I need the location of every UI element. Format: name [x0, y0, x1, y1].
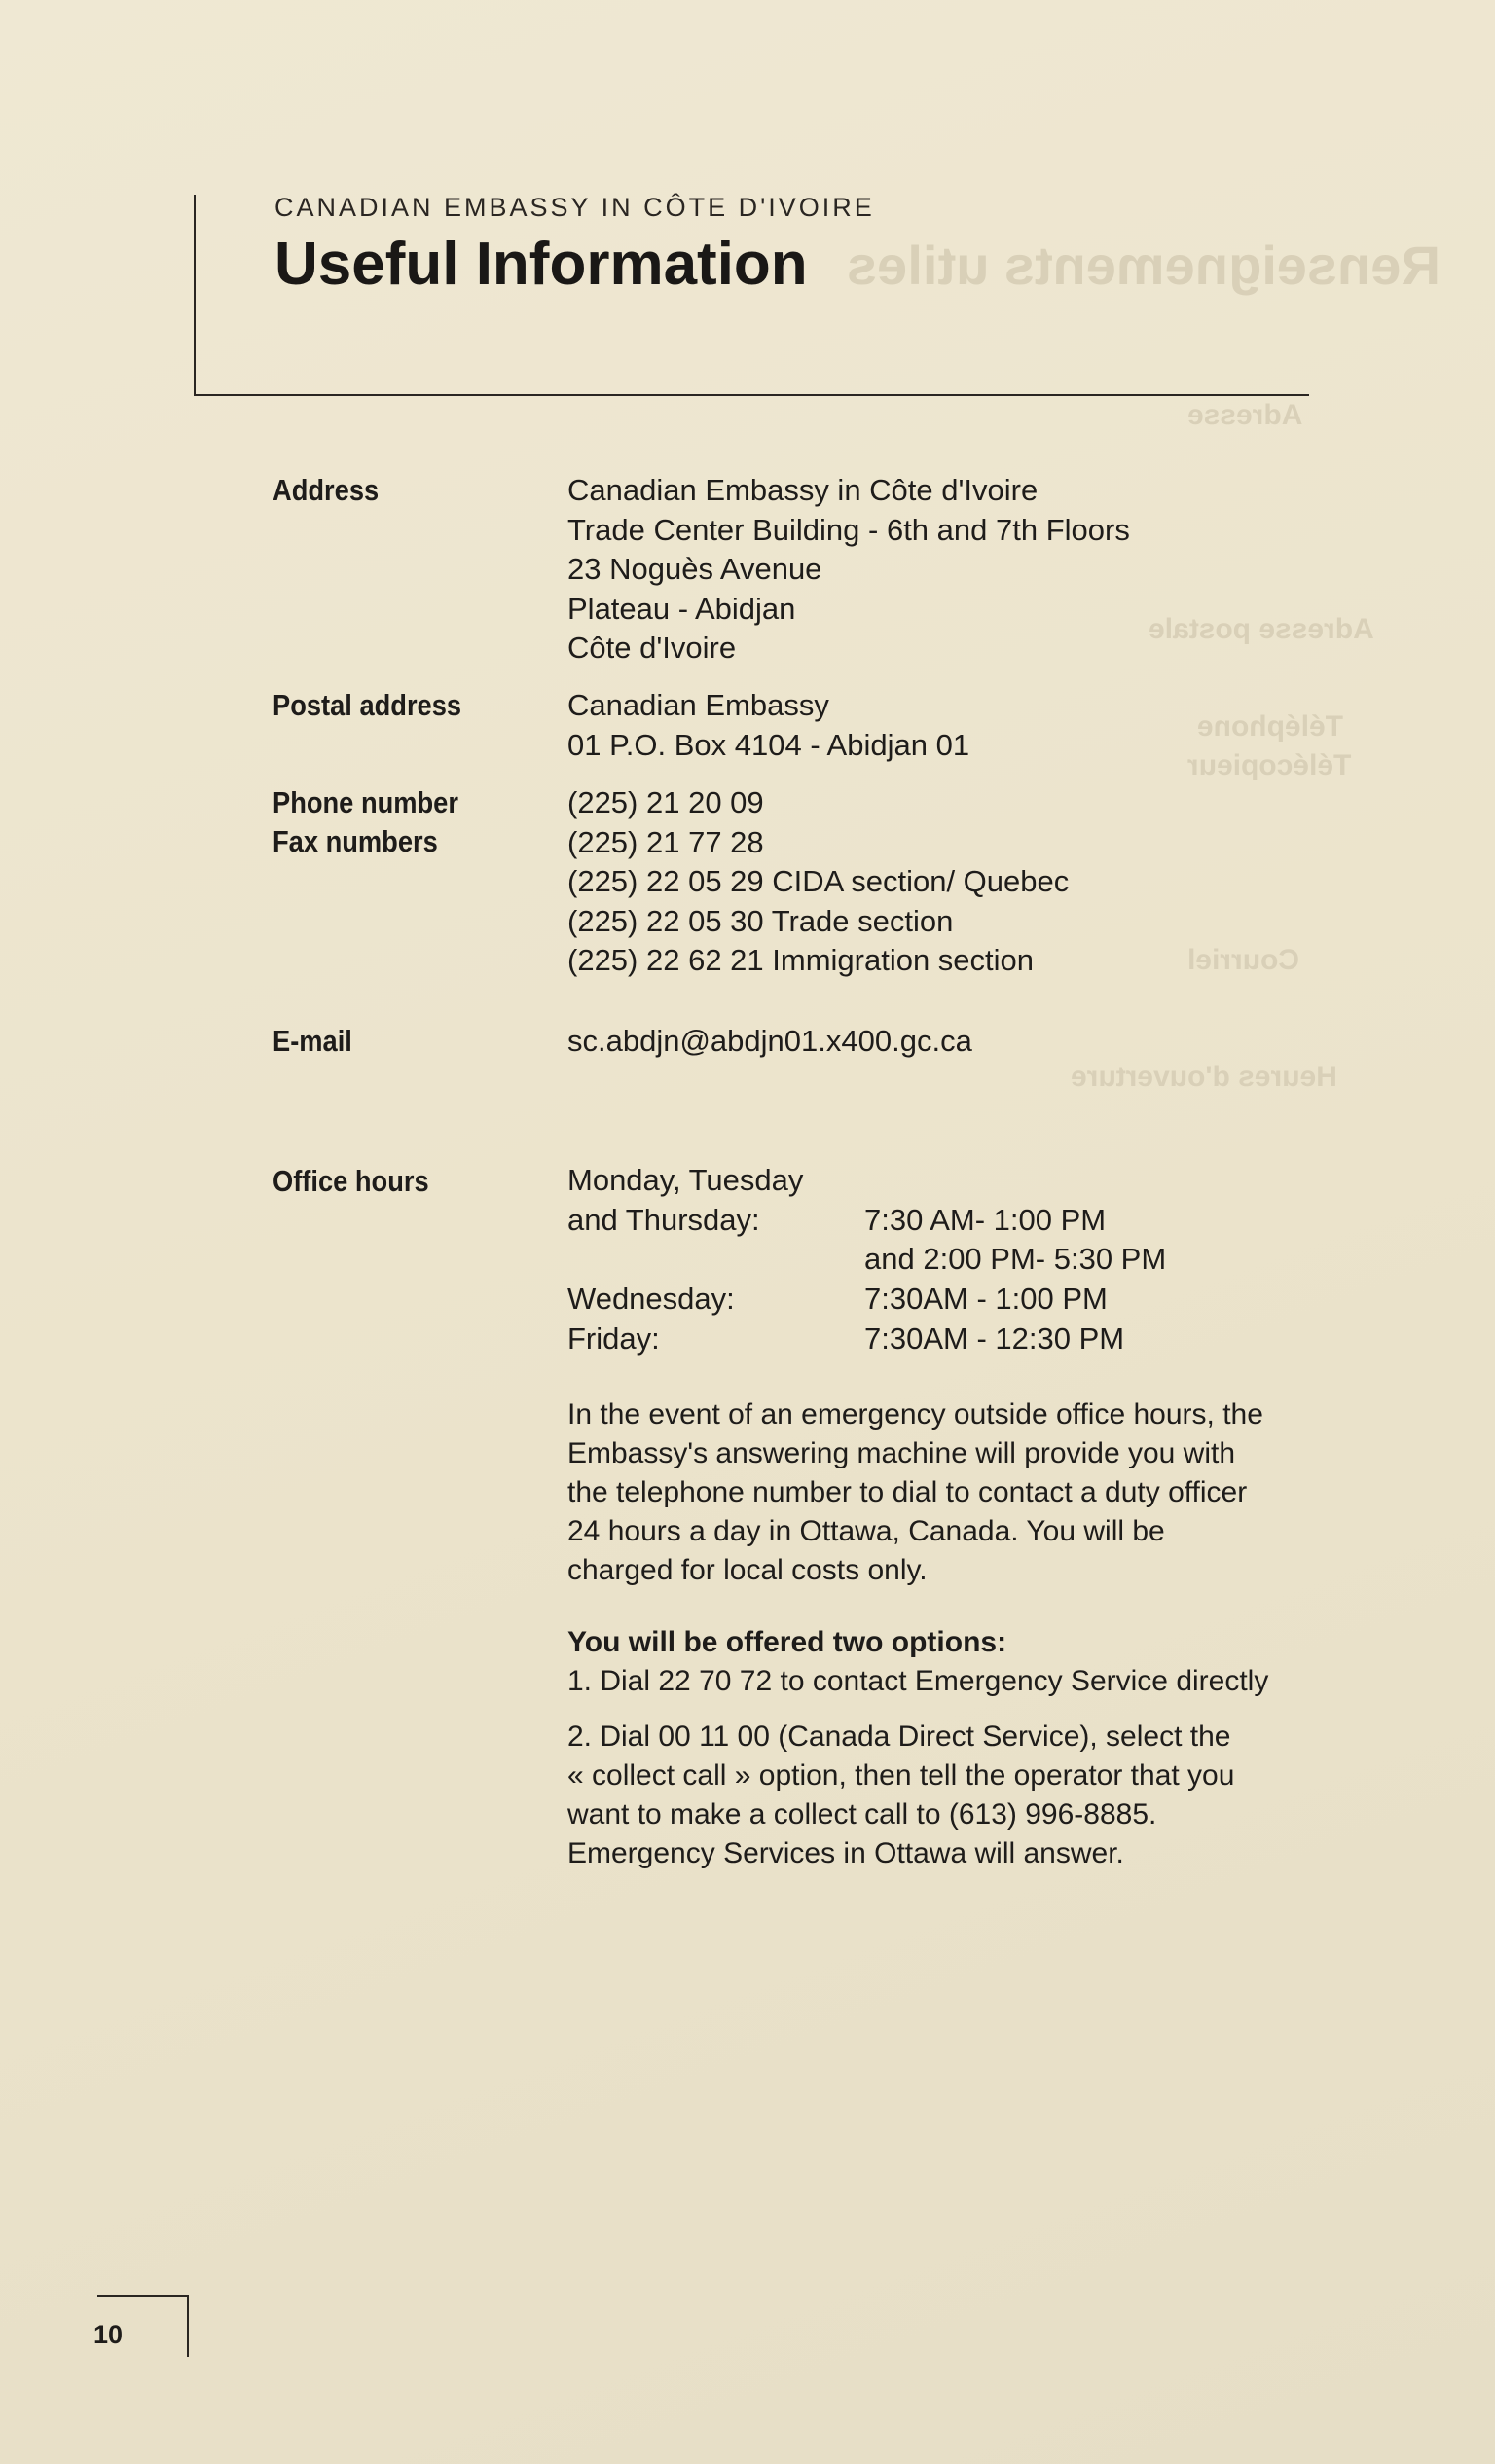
address-line: Côte d'Ivoire — [567, 631, 737, 665]
address-line: 23 Noguès Avenue — [567, 552, 822, 586]
fax-line: (225) 22 62 21 Immigration section — [567, 943, 1035, 977]
email-value: sc.abdjn@abdjn01.x400.gc.ca — [567, 1024, 972, 1058]
options-title: You will be offered two options: — [567, 1626, 1007, 1658]
office-hours-label: Office hours — [273, 1164, 429, 1198]
hours-days: Wednesday: — [567, 1282, 735, 1316]
postal-address-value — [567, 686, 969, 765]
address-line: Trade Center Building - 6th and 7th Floors — [567, 512, 1130, 547]
paragraph-line: In the event of an emergency outside office hours, the — [567, 1398, 1263, 1431]
hours-days: Monday, Tuesday — [567, 1163, 804, 1197]
phone-line: (225) 21 20 09 — [567, 785, 764, 819]
paragraph-line: the telephone number to dial to contact a duty officer — [567, 1476, 1248, 1508]
hours-time: 7:30AM - 1:00 PM — [864, 1282, 1108, 1316]
show-through-text: Adresse — [1187, 399, 1303, 431]
phone-label: Phone number — [273, 785, 458, 819]
paragraph-line: want to make a collect call to (613) 996-8885. — [567, 1798, 1157, 1830]
show-through-text: Adresse postale — [1149, 613, 1374, 645]
header-kicker: CANADIAN EMBASSY IN CÔTE D'IVOIRE — [274, 193, 875, 222]
fax-line: (225) 21 77 28 — [567, 824, 764, 859]
option-1: 1. Dial 22 70 72 to contact Emergency Service directly — [567, 1665, 1269, 1697]
hours-time: 7:30AM - 12:30 PM — [864, 1322, 1125, 1356]
address-label: Address — [273, 473, 380, 507]
hours-days: and Thursday: — [567, 1203, 760, 1237]
paragraph-line: 2. Dial 00 11 00 (Canada Direct Service), select the — [567, 1721, 1231, 1753]
show-through-text: Courriel — [1187, 944, 1300, 976]
fax-line: (225) 22 05 29 CIDA section/ Quebec — [567, 864, 1070, 898]
paragraph-line: charged for local costs only. — [567, 1554, 928, 1586]
show-through-text: Téléphone — [1197, 710, 1344, 743]
address-value — [567, 471, 1130, 669]
postal-line: Canadian Embassy — [567, 688, 829, 722]
show-through-text: Heures d'ouverture — [1071, 1061, 1337, 1093]
emergency-paragraph — [567, 1395, 1307, 1590]
address-line: Canadian Embassy in Côte d'Ivoire — [567, 473, 1039, 507]
hours-days: Friday: — [567, 1322, 660, 1356]
hours-time: 7:30 AM- 1:00 PM — [864, 1203, 1107, 1237]
postal-address-label: Postal address — [273, 688, 462, 722]
address-line: Plateau - Abidjan — [567, 591, 796, 626]
option-2 — [567, 1718, 1307, 1873]
email-label: E-mail — [273, 1024, 352, 1058]
page-number: 10 — [93, 2320, 124, 2349]
show-through-text: Télécopieur — [1187, 749, 1352, 781]
hours-time: and 2:00 PM- 5:30 PM — [864, 1242, 1167, 1276]
page-title: Useful Information — [274, 231, 808, 298]
paragraph-line: « collect call » option, then tell the operator that you — [567, 1759, 1235, 1792]
phone-fax-value — [567, 783, 1069, 981]
options-block — [567, 1623, 1307, 1701]
postal-line: 01 P.O. Box 4104 - Abidjan 01 — [567, 727, 970, 762]
fax-line: (225) 22 05 30 Trade section — [567, 903, 954, 938]
fax-label: Fax numbers — [273, 824, 438, 858]
paragraph-line: Emergency Services in Ottawa will answer. — [567, 1837, 1124, 1869]
paragraph-line: 24 hours a day in Ottawa, Canada. You will be — [567, 1515, 1165, 1547]
show-through-text: Renseignements utiles — [847, 235, 1440, 296]
paragraph-line: Embassy's answering machine will provide you with — [567, 1437, 1236, 1469]
